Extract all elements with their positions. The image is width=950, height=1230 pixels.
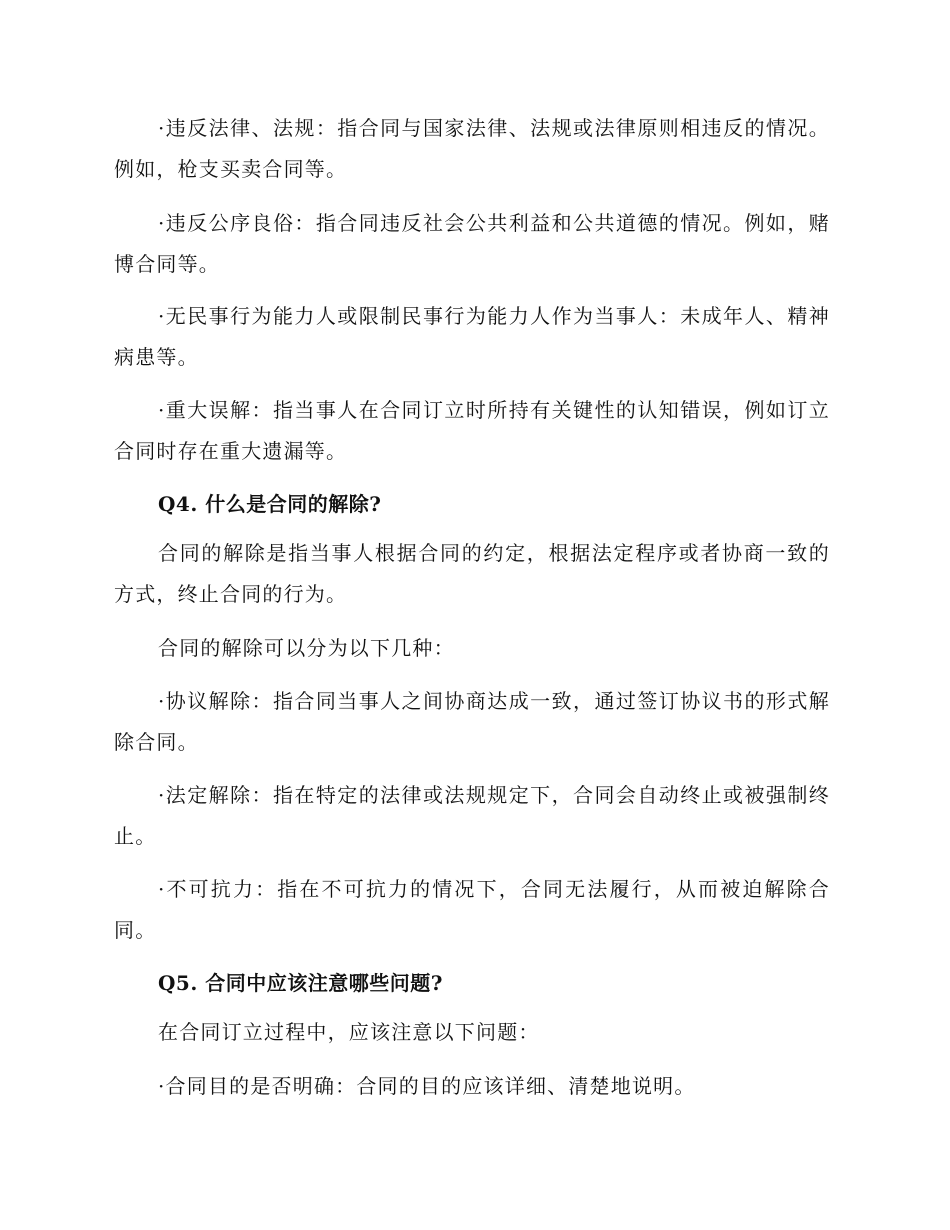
heading-q5: Q5. 合同中应该注意哪些问题? [158,971,443,995]
bullet-force-majeure: ·不可抗力：指在不可抗力的情况下，合同无法履行，从而被迫解除合同。 [114,877,830,942]
bullet-contract-purpose: ·合同目的是否明确：合同的目的应该详细、清楚地说明。 [158,1074,696,1098]
heading-q4: Q4. 什么是合同的解除? [158,492,382,516]
bullet-violate-law: ·违反法律、法规：指合同与国家法律、法规或法律原则相违反的情况。例如，枪支买卖合同等。 [114,116,830,181]
paragraph-contract-notes: 在合同订立过程中，应该注意以下问题： [158,1020,540,1044]
bullet-violate-public-order: ·违反公序良俗：指合同违反社会公共利益和公共道德的情况。例如，赌博合同等。 [114,211,830,276]
paragraph-termination-definition: 合同的解除是指当事人根据合同的约定，根据法定程序或者协商一致的方式，终止合同的行为。 [114,541,830,606]
paragraph-termination-types: 合同的解除可以分为以下几种： [158,636,455,660]
bullet-incapacity: ·无民事行为能力人或限制民事行为能力人作为当事人：未成年人、精神病患等。 [114,304,830,369]
bullet-major-misunderstanding: ·重大误解：指当事人在合同订立时所持有关键性的认知错误，例如订立合同时存在重大遗漏等。 [114,398,830,463]
bullet-agreed-termination: ·协议解除：指合同当事人之间协商达成一致，通过签订协议书的形式解除合同。 [114,689,830,754]
bullet-statutory-termination: ·法定解除：指在特定的法律或法规规定下，合同会自动终止或被强制终止。 [114,783,830,848]
